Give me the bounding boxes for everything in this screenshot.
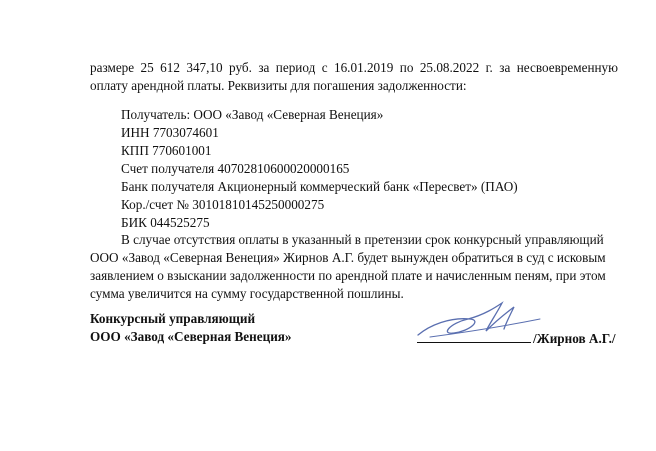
- kpp: КПП 770601001: [121, 143, 212, 158]
- payment-requisites: [121, 106, 591, 232]
- signer-organization: ООО «Завод «Северная Венеция»: [90, 329, 292, 344]
- debt-paragraph: [90, 59, 618, 95]
- debt-line-1: размере 25 612 347,10 руб. за период с 16.01.2019 по 25.08.2022 г. за несвоевременную: [90, 60, 618, 75]
- signature-block: [90, 310, 630, 346]
- correspondent-account: Кор./счет № 30101810145250000275: [121, 197, 325, 212]
- debt-line-2: оплату арендной платы. Реквизиты для погашения задолженности:: [90, 78, 467, 93]
- warning-line-2: ООО «Завод «Северная Венеция» Жирнов А.Г. будет вынужден обратиться в суд с исковым: [90, 250, 606, 265]
- signer-position: Конкурсный управляющий: [90, 311, 256, 326]
- inn: ИНН 7703074601: [121, 125, 219, 140]
- warning-line-3: заявлением о взыскании задолженности по арендной плате и начисленным пеням, при этом: [90, 268, 606, 283]
- warning-paragraph: [90, 231, 618, 303]
- recipient: Получатель: ООО «Завод «Северная Венеция»: [121, 107, 384, 122]
- bik: БИК 044525275: [121, 215, 210, 230]
- signature-line-row: [417, 328, 616, 348]
- recipient-bank: Банк получателя Акционерный коммерческий банк «Пересвет» (ПАО): [121, 179, 518, 194]
- signer-name: /Жирнов А.Г./: [533, 331, 616, 346]
- warning-line-4: сумма увеличится на сумму государственной пошлины.: [90, 286, 404, 301]
- signature-underline: [417, 328, 531, 343]
- warning-line-1: В случае отсутствия оплаты в указанный в претензии срок конкурсный управляющий: [121, 232, 604, 247]
- recipient-account: Счет получателя 40702810600020000165: [121, 161, 350, 176]
- signer-organization-row: [90, 328, 630, 346]
